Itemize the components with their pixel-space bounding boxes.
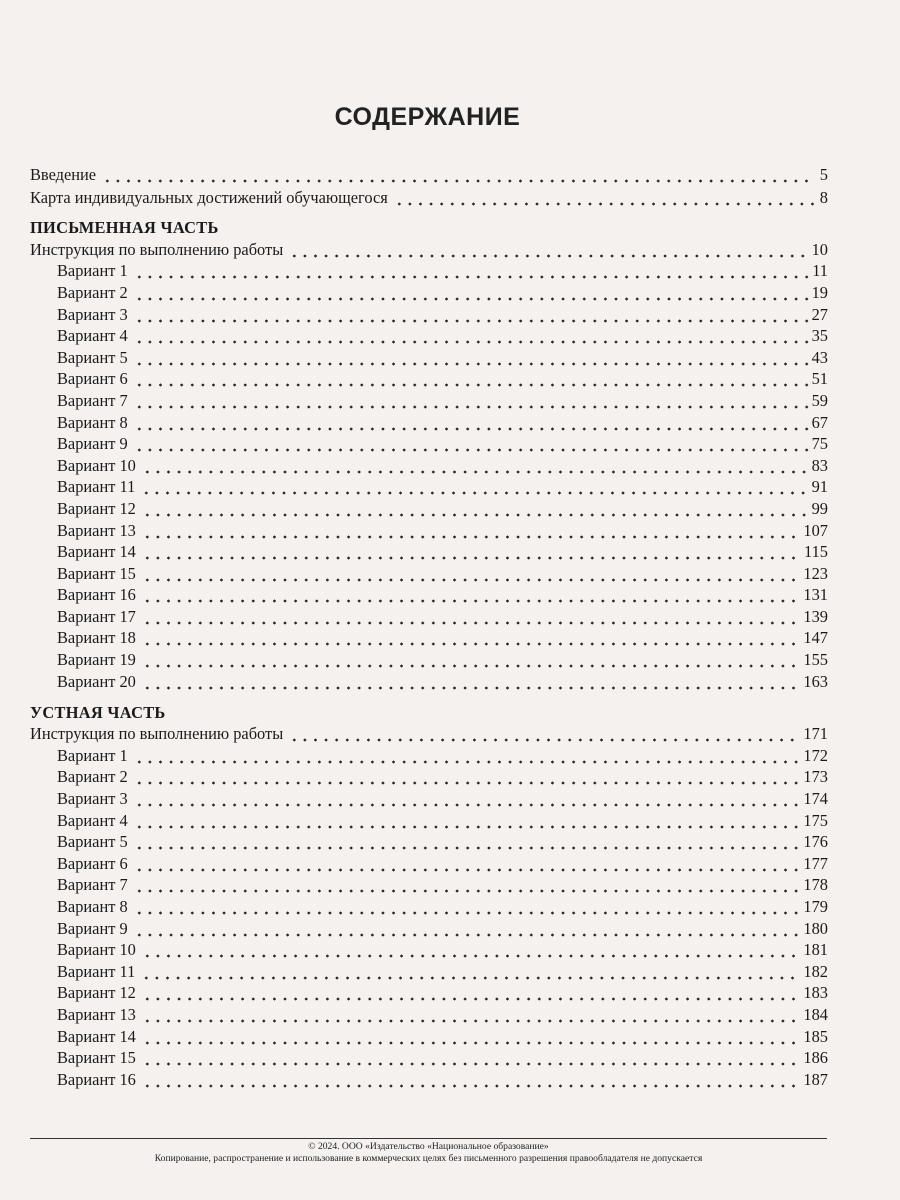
toc-entry [30, 346, 828, 368]
dot-leader [132, 918, 801, 939]
dot-leader [132, 433, 809, 454]
toc-entry-page-number: 163 [803, 671, 828, 691]
toc-entry-label: Вариант 3 [57, 789, 128, 809]
toc-entry-page-number: 171 [803, 724, 828, 744]
dot-leader [132, 766, 801, 787]
dot-leader [140, 563, 801, 584]
toc-entry-label: Карта индивидуальных достижений обучающегося [30, 188, 388, 208]
toc-entry-label: Вариант 12 [57, 498, 136, 518]
dot-leader [140, 584, 801, 605]
toc-entry-label: Вариант 11 [57, 477, 136, 497]
toc-entry [30, 627, 828, 649]
toc-entry-page-number: 174 [803, 789, 828, 809]
toc-entry [30, 874, 828, 896]
toc-entry-page-number: 187 [803, 1069, 828, 1089]
toc-entry [30, 831, 828, 853]
toc-entry-page-number: 10 [811, 239, 828, 259]
dot-leader [139, 476, 808, 497]
dot-leader [140, 1026, 801, 1047]
toc-entry [30, 982, 828, 1004]
toc-entry-label: Вариант 2 [57, 282, 128, 302]
toc-entry-label: Инструкция по выполнению работы [30, 724, 284, 744]
dot-leader [132, 390, 809, 411]
toc-entry-page-number: 180 [803, 918, 828, 938]
toc-entry-label: Вариант 8 [57, 897, 128, 916]
toc-entry-page-number: 131 [803, 585, 828, 605]
toc-entry-label: Вариант 11 [57, 961, 136, 981]
toc-entry-page-number: 99 [811, 498, 828, 518]
toc-entry [30, 809, 828, 831]
toc-entry-label: Вариант 18 [57, 628, 136, 648]
toc-entry-page-number: 35 [811, 326, 828, 346]
toc-entry-page-number: 178 [803, 875, 828, 895]
toc-entry-page-number: 176 [803, 832, 828, 852]
toc-entry-label: Вариант 5 [57, 347, 128, 367]
toc-entry [30, 939, 828, 961]
toc-entry-page-number: 43 [811, 347, 828, 367]
toc-entry [30, 541, 828, 563]
toc-entry [30, 187, 828, 209]
toc-entry-page-number: 186 [803, 1048, 828, 1068]
toc-entry-page-number: 5 [819, 164, 828, 184]
toc-entry-label: Вариант 15 [57, 563, 136, 583]
toc-entry [30, 1025, 828, 1047]
toc-entry-label: Вариант 16 [57, 1069, 136, 1089]
dot-leader [132, 810, 801, 831]
toc-entry [30, 476, 828, 498]
footer [30, 1141, 827, 1165]
toc-entry-page-number: 59 [811, 390, 828, 410]
written-list [30, 238, 828, 691]
dot-leader [140, 1069, 801, 1090]
dot-leader [132, 325, 809, 346]
toc-entry-page-number: 182 [803, 961, 828, 981]
toc-entry-label: Вариант 6 [57, 853, 128, 873]
toc-entry-label: Вариант 6 [57, 369, 128, 389]
toc-entry-label: Вариант 1 [57, 745, 128, 765]
dot-leader [132, 412, 809, 433]
dot-leader [392, 187, 815, 208]
toc-entry-page-number: 91 [811, 477, 828, 497]
toc-entry-label: Вариант 9 [57, 434, 128, 454]
section-heading-written: ПИСЬМЕННАЯ ЧАСТЬ [30, 218, 219, 238]
toc-entry [30, 163, 828, 185]
toc-entry [30, 960, 828, 982]
toc-entry [30, 670, 828, 692]
toc-entry-label: Вариант 12 [57, 983, 136, 1003]
toc-entry-label: Вариант 2 [57, 767, 128, 787]
dot-leader [140, 1047, 801, 1068]
toc-entry-label: Вариант 13 [57, 520, 136, 540]
footer-copyright: © 2024. ООО «Издательство «Национальное образование» [308, 1141, 549, 1152]
toc-entry [30, 787, 828, 809]
dot-leader [287, 723, 800, 744]
toc-entry [30, 1068, 828, 1090]
dot-leader [287, 239, 808, 260]
toc-entry-page-number: 51 [811, 369, 828, 389]
toc-entry [30, 562, 828, 584]
toc-entry-label: Вариант 19 [57, 650, 136, 670]
toc-entry-page-number: 67 [811, 412, 828, 432]
toc-entry-page-number: 75 [811, 434, 828, 454]
dot-leader [132, 874, 801, 895]
toc-entry [30, 325, 828, 347]
oral-list [30, 723, 828, 1090]
toc-entry-page-number: 155 [803, 650, 828, 670]
toc-entry-page-number: 115 [804, 542, 828, 562]
section-heading-oral: УСТНАЯ ЧАСТЬ [30, 702, 166, 722]
toc-entry-label: Вариант 7 [57, 390, 128, 410]
toc-entry [30, 852, 828, 874]
toc-entry [30, 260, 828, 282]
toc-entry-page-number: 19 [811, 282, 828, 302]
toc-entry-label: Вариант 15 [57, 1048, 136, 1068]
toc-entry-page-number: 8 [819, 188, 828, 208]
toc-entry-page-number: 147 [803, 628, 828, 648]
toc-entry-page-number: 177 [803, 853, 828, 873]
toc-entry-label: Вариант 9 [57, 918, 128, 938]
toc-entry-label: Вариант 14 [57, 1026, 136, 1046]
dot-leader [140, 671, 801, 692]
footer-notice: Копирование, распространение и использование в коммерческих целях без письменного разрешения правообладателя не допускается [154, 1153, 703, 1164]
dot-leader [132, 304, 809, 325]
dot-leader [132, 745, 801, 766]
toc-entry [30, 766, 828, 788]
dot-leader [140, 627, 801, 648]
dot-leader [140, 649, 801, 670]
footer-divider [30, 1138, 827, 1139]
toc-entry-page-number: 185 [803, 1026, 828, 1046]
toc-entry [30, 519, 828, 541]
dot-leader [140, 1004, 801, 1025]
toc-entry [30, 454, 828, 476]
dot-leader [140, 541, 801, 562]
toc-entry-label: Вариант 20 [57, 671, 136, 691]
toc-entry-label: Вариант 5 [57, 832, 128, 852]
dot-leader [140, 520, 801, 541]
toc-entry-label: Вариант 16 [57, 585, 136, 605]
dot-leader [132, 896, 801, 917]
dot-leader [140, 455, 809, 476]
toc-entry-page-number: 175 [803, 810, 828, 830]
toc-entry-label: Вариант 10 [57, 940, 136, 960]
table-of-contents [30, 163, 828, 1090]
intro-list [30, 163, 828, 208]
dot-leader [132, 788, 801, 809]
toc-entry-label: Вариант 13 [57, 1004, 136, 1024]
toc-entry-page-number: 183 [803, 983, 828, 1003]
toc-entry-label: Вариант 8 [57, 412, 128, 432]
toc-entry-page-number: 27 [811, 304, 828, 324]
toc-entry-label: Вариант 4 [57, 810, 128, 830]
dot-leader [139, 961, 800, 982]
toc-entry-label: Вариант 4 [57, 326, 128, 346]
toc-entry [30, 605, 828, 627]
toc-entry [30, 1003, 828, 1025]
page-title: СОДЕРЖАНИЕ [334, 103, 521, 131]
toc-entry-label: Вариант 17 [57, 606, 136, 626]
toc-entry-label: Вариант 3 [57, 304, 128, 324]
toc-entry [30, 303, 828, 325]
dot-leader [132, 831, 801, 852]
toc-entry-page-number: 83 [811, 455, 828, 475]
toc-entry [30, 368, 828, 390]
toc-entry-page-number: 172 [803, 745, 828, 765]
toc-entry [30, 744, 828, 766]
toc-entry [30, 723, 828, 745]
toc-entry [30, 584, 828, 606]
toc-entry-page-number: 173 [803, 767, 828, 787]
toc-entry [30, 389, 828, 411]
dot-leader [100, 164, 815, 185]
toc-entry [30, 497, 828, 519]
toc-entry-label: Вариант 7 [57, 875, 128, 895]
toc-entry [30, 411, 828, 433]
toc-entry-page-number: 139 [803, 606, 828, 626]
dot-leader [140, 498, 809, 519]
dot-leader [132, 260, 810, 281]
toc-entry-label: Вариант 1 [57, 261, 128, 281]
dot-leader [140, 939, 801, 960]
toc-entry-page-number: 181 [803, 940, 828, 960]
toc-entry-page-number: 123 [803, 563, 828, 583]
toc-entry-page-number: 184 [803, 1004, 828, 1024]
toc-entry [30, 917, 828, 939]
toc-entry-label: Инструкция по выполнению работы [30, 239, 284, 259]
dot-leader [132, 282, 809, 303]
toc-entry-page-number: 179 [803, 897, 828, 916]
toc-entry-label: Вариант 14 [57, 542, 136, 562]
toc-entry [30, 238, 828, 260]
dot-leader [140, 606, 801, 627]
dot-leader [132, 347, 809, 368]
toc-entry [30, 895, 828, 917]
toc-entry-page-number: 11 [812, 261, 828, 281]
toc-entry [30, 433, 828, 455]
dot-leader [132, 853, 801, 874]
dot-leader [140, 982, 801, 1003]
dot-leader [132, 368, 809, 389]
toc-entry-label: Введение [30, 164, 97, 184]
toc-entry [30, 1047, 828, 1069]
toc-entry-label: Вариант 10 [57, 455, 136, 475]
toc-entry-page-number: 107 [803, 520, 828, 540]
toc-entry [30, 281, 828, 303]
toc-entry [30, 648, 828, 670]
